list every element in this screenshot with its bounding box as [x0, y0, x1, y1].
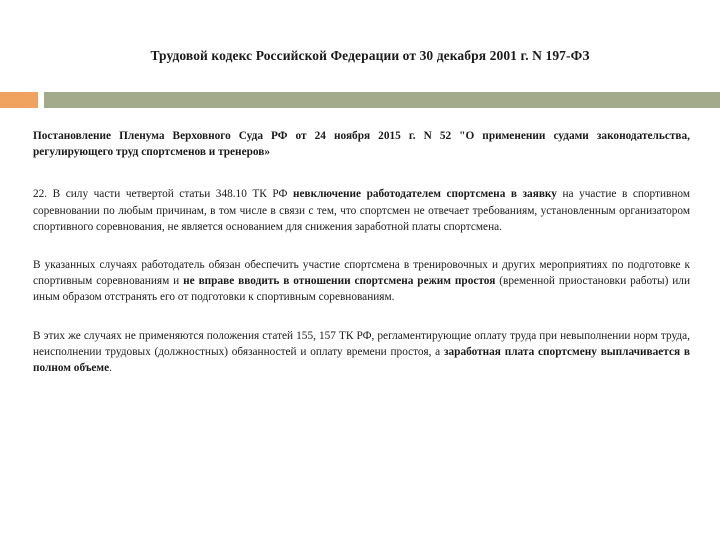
paragraph-payment-text-2: .	[109, 362, 112, 375]
slide-content	[33, 128, 690, 376]
paragraph-payment-emphasis: заработная плата спортсмену выплачивается в полном объеме	[33, 345, 690, 375]
paragraph-22	[33, 186, 690, 235]
paragraph-payment-text-1: В этих же случаях не применяются положения статей 155, 157 ТК РФ, регламентирующие оплату труда при невыполнении норм труда, неисполнении трудовых (должностных) обязанностей и оплату времени простоя, а	[33, 329, 690, 358]
paragraph-obligations-text-1: В указанных случаях работодатель обязан обеспечить участие спортсмена в тренировочных и других мероприятиях по подготовке к спортивным соревнованиям и	[33, 259, 690, 288]
divider-bar	[44, 92, 720, 108]
slide-title: Трудовой кодекс Российской Федерации от 30 декабря 2001 г. N 197-ФЗ	[150, 48, 590, 63]
resolution-heading: Постановление Пленума Верховного Суда РФ от 24 ноября 2015 г. N 52 "О применении судами законодательства, регулирующего труд спортсменов и тренеров»	[33, 130, 690, 159]
paragraph-22-text-2: на участие в спортивном соревновании по любым причинам, в том числе в связи с тем, что спортсмен не отвечает требованиям, установленным организатором спортивного соревнования, не является основанием для снижения заработной платы спортсмена.	[33, 188, 690, 233]
paragraph-22-emphasis: невключение работодателем спортсмена в заявку	[292, 188, 557, 201]
paragraph-22-text-1: 22. В силу части четвертой статьи 348.10 ТК РФ	[33, 188, 293, 201]
paragraph-obligations-emphasis: не вправе вводить в отношении спортсмена режим простоя	[183, 275, 496, 288]
paragraph-payment	[33, 328, 690, 377]
accent-block	[0, 92, 38, 108]
paragraph-obligations	[33, 257, 690, 306]
paragraph-obligations-text-2: (временной приостановки работы) или иным образом отстранять его от подготовки к спортивным соревнованиям.	[33, 275, 690, 304]
